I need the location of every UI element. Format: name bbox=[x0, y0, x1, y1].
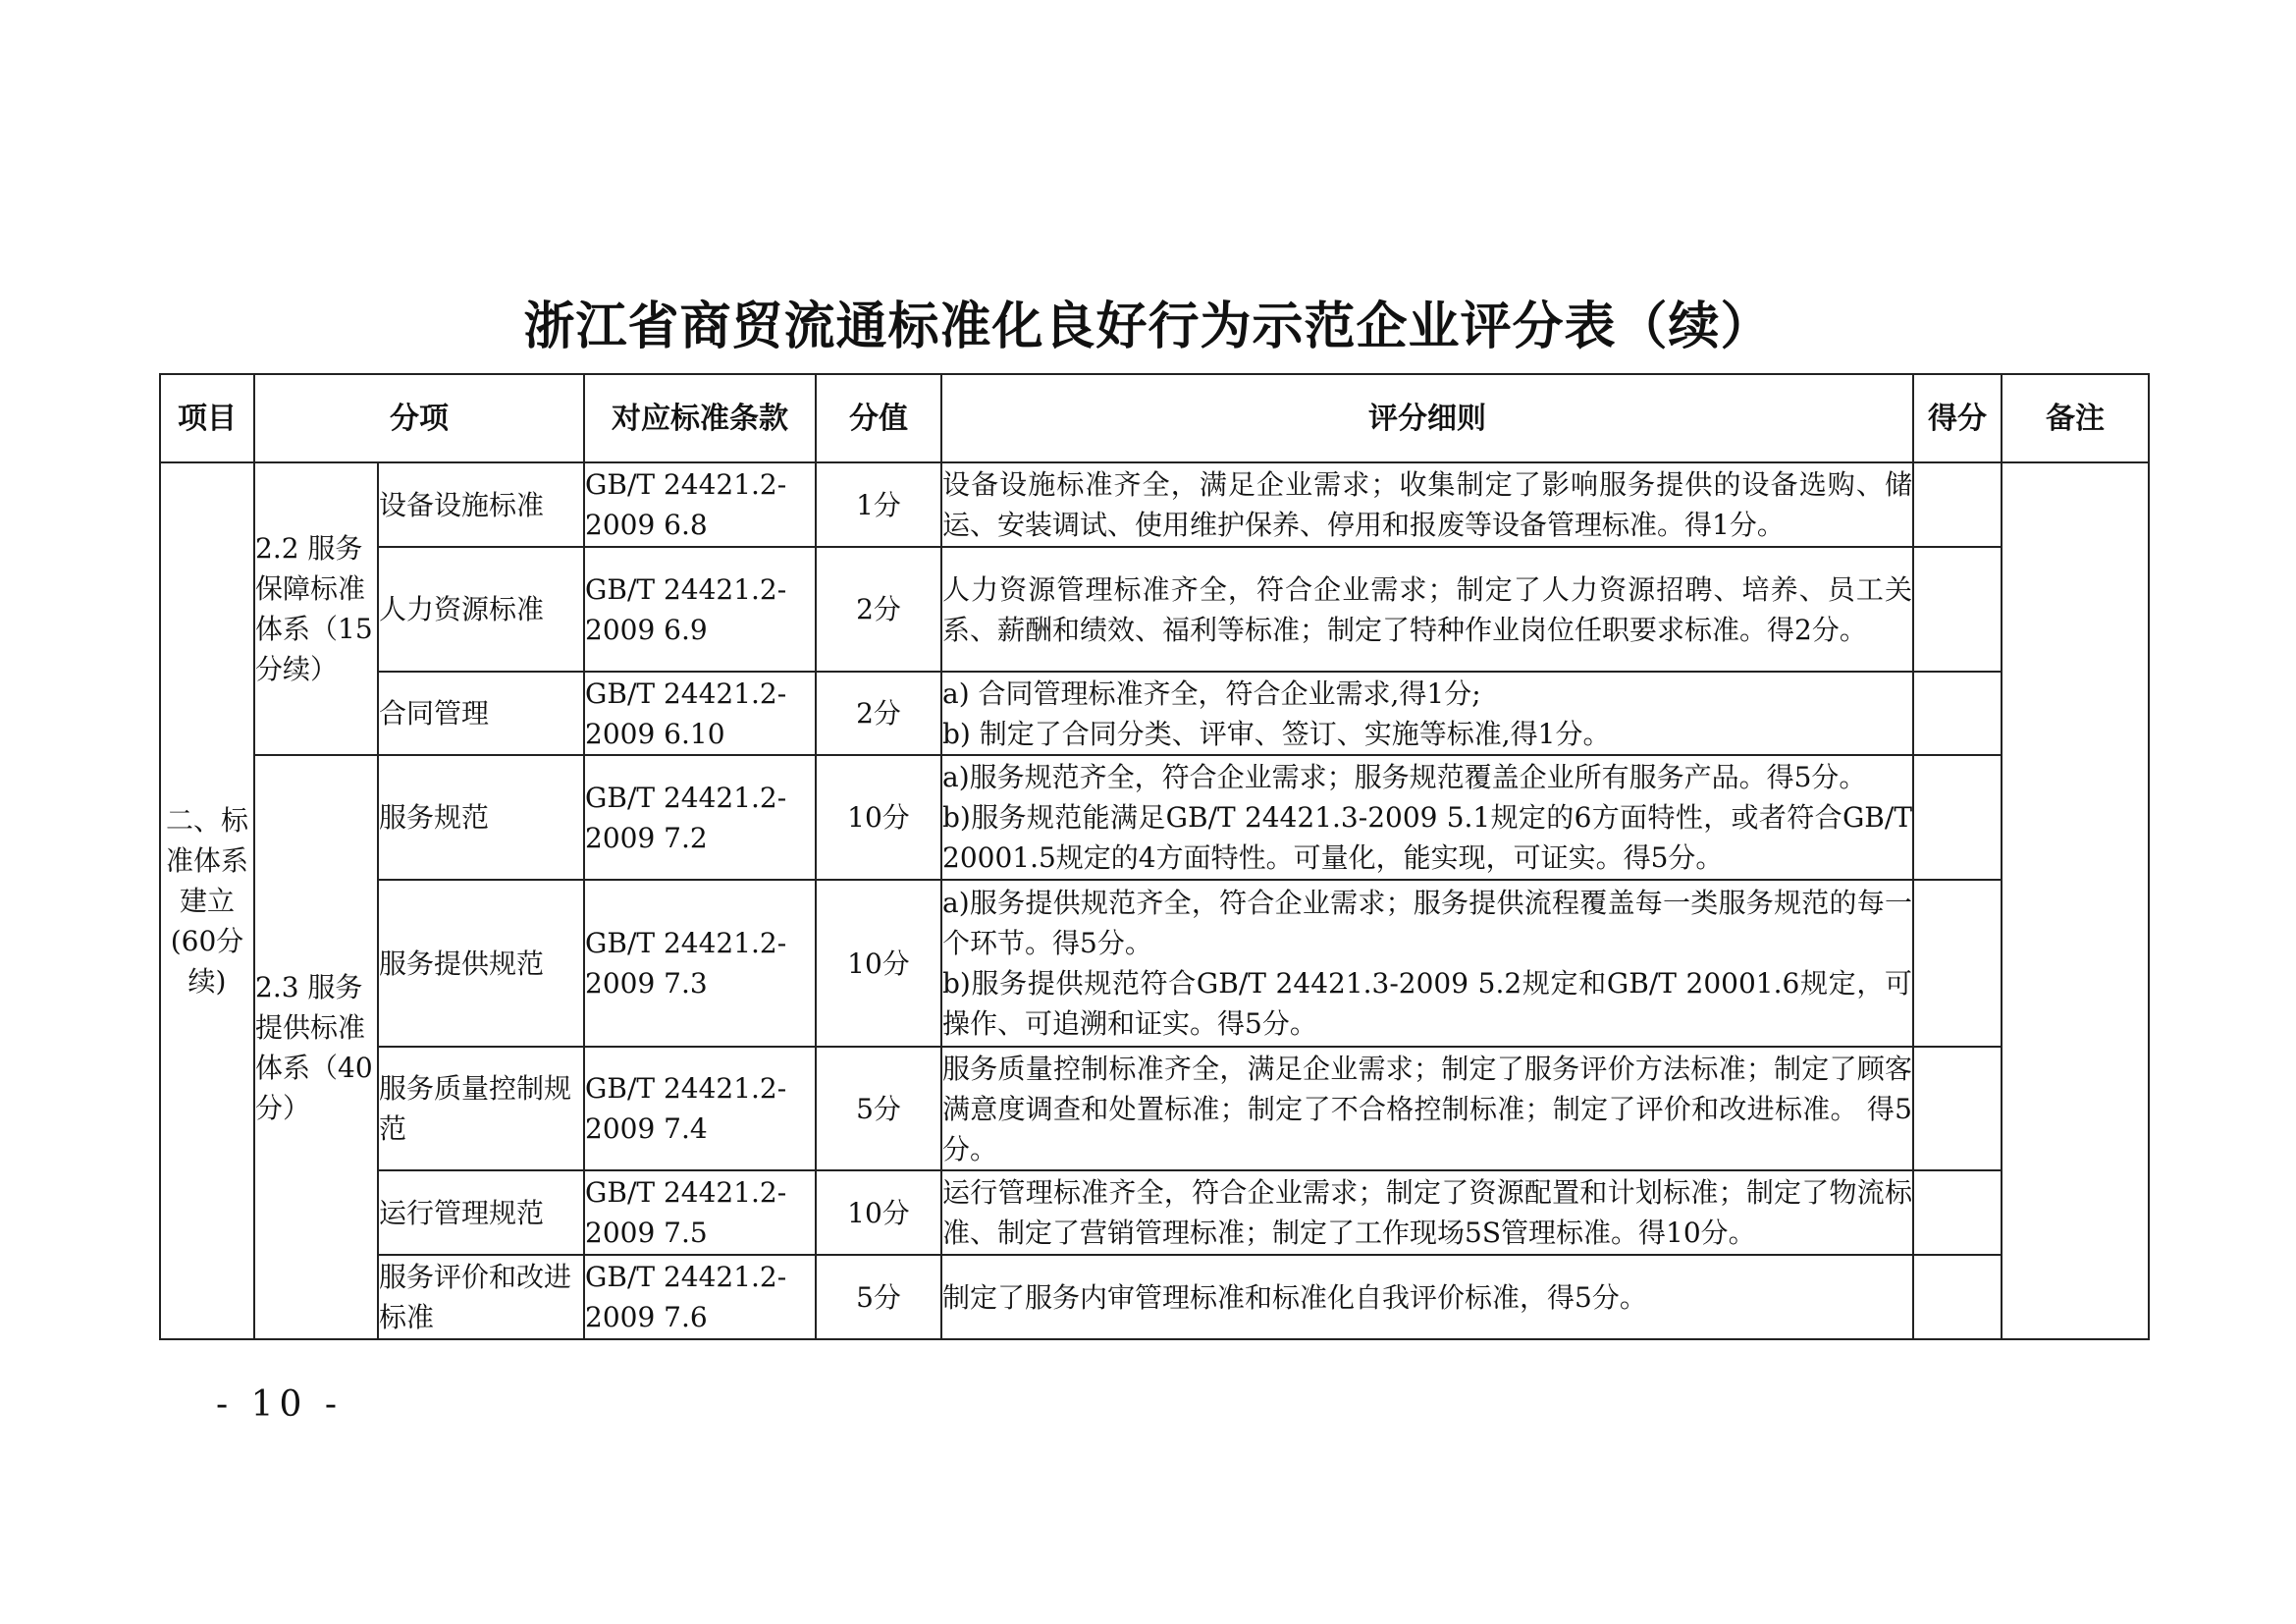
obtained-cell[interactable] bbox=[1913, 462, 2002, 547]
obtained-cell[interactable] bbox=[1913, 1170, 2002, 1255]
page-title: 浙江省商贸流通标准化良好行为示范企业评分表（续） bbox=[523, 298, 1773, 356]
detail-line-a: a)服务提供规范齐全，符合企业需求；服务提供流程覆盖每一类服务规范的每一个环节。得5分。 bbox=[942, 887, 1912, 959]
table-row bbox=[160, 547, 2149, 672]
detail-line-b: b)服务提供规范符合GB/T 24421.3-2009 5.2规定和GB/T 20001.6规定，可操作、可追溯和证实。得5分。 bbox=[942, 967, 1912, 1040]
obtained-cell[interactable] bbox=[1913, 755, 2002, 880]
detail-cell: 设备设施标准齐全，满足企业需求；收集制定了影响服务提供的设备选购、储运、安装调试、使用维护保养、停用和报废等设备管理标准。得1分。 bbox=[941, 462, 1913, 547]
subitem-cell: 服务评价和改进标准 bbox=[378, 1255, 584, 1339]
detail-cell: 人力资源管理标准齐全，符合企业需求；制定了人力资源招聘、培养、员工关系、薪酬和绩效、福利等标准；制定了特种作业岗位任职要求标准。得2分。 bbox=[941, 547, 1913, 672]
subitem-cell: 合同管理 bbox=[378, 672, 584, 755]
score-cell: 1分 bbox=[816, 462, 941, 547]
score-cell: 10分 bbox=[816, 1170, 941, 1255]
detail-cell: 制定了服务内审管理标准和标准化自我评价标准，得5分。 bbox=[941, 1255, 1913, 1339]
table-header-row bbox=[160, 374, 2149, 462]
table-row bbox=[160, 672, 2149, 755]
header-subitem: 分项 bbox=[254, 374, 584, 462]
score-cell: 5分 bbox=[816, 1047, 941, 1170]
group-cell: 2.2 服务保障标准体系（15分续） bbox=[254, 462, 378, 755]
table-row bbox=[160, 880, 2149, 1047]
subitem-cell: 人力资源标准 bbox=[378, 547, 584, 672]
standard-cell: GB/T 24421.2-2009 7.5 bbox=[584, 1170, 816, 1255]
detail-line-b: b)服务规范能满足GB/T 24421.3-2009 5.1规定的6方面特性，或者符合GB/T 20001.5规定的4方面特性。可量化，能实现，可证实。得5分。 bbox=[942, 801, 1912, 874]
obtained-cell[interactable] bbox=[1913, 1047, 2002, 1170]
page-number: - 10 - bbox=[216, 1384, 344, 1425]
header-item: 项目 bbox=[160, 374, 254, 462]
subitem-cell: 服务质量控制规范 bbox=[378, 1047, 584, 1170]
scoring-table bbox=[159, 373, 2150, 1340]
table-row bbox=[160, 1170, 2149, 1255]
remark-cell[interactable] bbox=[2002, 462, 2149, 1339]
score-cell: 10分 bbox=[816, 880, 941, 1047]
standard-cell: GB/T 24421.2-2009 7.4 bbox=[584, 1047, 816, 1170]
standard-cell: GB/T 24421.2-2009 7.2 bbox=[584, 755, 816, 880]
score-cell: 10分 bbox=[816, 755, 941, 880]
standard-cell: GB/T 24421.2-2009 6.9 bbox=[584, 547, 816, 672]
group-cell: 2.3 服务提供标准体系（40分） bbox=[254, 755, 378, 1339]
detail-cell: 运行管理标准齐全，符合企业需求；制定了资源配置和计划标准；制定了物流标准、制定了营销管理标准；制定了工作现场5S管理标准。得10分。 bbox=[941, 1170, 1913, 1255]
subitem-cell: 服务规范 bbox=[378, 755, 584, 880]
detail-line-a: a)服务规范齐全，符合企业需求；服务规范覆盖企业所有服务产品。得5分。 bbox=[942, 761, 1867, 793]
detail-line-b: b) 制定了合同分类、评审、签订、实施等标准,得1分。 bbox=[942, 717, 1611, 750]
detail-cell bbox=[941, 755, 1913, 880]
obtained-cell[interactable] bbox=[1913, 547, 2002, 672]
table-row bbox=[160, 1047, 2149, 1170]
header-obtained: 得分 bbox=[1913, 374, 2002, 462]
obtained-cell[interactable] bbox=[1913, 1255, 2002, 1339]
table-row bbox=[160, 462, 2149, 547]
standard-cell: GB/T 24421.2-2009 7.3 bbox=[584, 880, 816, 1047]
subitem-cell: 设备设施标准 bbox=[378, 462, 584, 547]
standard-cell: GB/T 24421.2-2009 6.10 bbox=[584, 672, 816, 755]
standard-cell: GB/T 24421.2-2009 7.6 bbox=[584, 1255, 816, 1339]
header-score: 分值 bbox=[816, 374, 941, 462]
detail-cell bbox=[941, 672, 1913, 755]
standard-cell: GB/T 24421.2-2009 6.8 bbox=[584, 462, 816, 547]
detail-cell: 服务质量控制标准齐全，满足企业需求；制定了服务评价方法标准；制定了顾客满意度调查和处置标准；制定了不合格控制标准；制定了评价和改进标准。 得5分。 bbox=[941, 1047, 1913, 1170]
detail-line-a: a) 合同管理标准齐全，符合企业需求,得1分; bbox=[942, 677, 1481, 710]
header-remark: 备注 bbox=[2002, 374, 2149, 462]
obtained-cell[interactable] bbox=[1913, 880, 2002, 1047]
table-row bbox=[160, 755, 2149, 880]
header-detail: 评分细则 bbox=[941, 374, 1913, 462]
score-cell: 2分 bbox=[816, 672, 941, 755]
subitem-cell: 运行管理规范 bbox=[378, 1170, 584, 1255]
category-cell: 二、标准体系建立(60分续) bbox=[160, 462, 254, 1339]
header-standard: 对应标准条款 bbox=[584, 374, 816, 462]
score-cell: 2分 bbox=[816, 547, 941, 672]
detail-cell bbox=[941, 880, 1913, 1047]
score-cell: 5分 bbox=[816, 1255, 941, 1339]
subitem-cell: 服务提供规范 bbox=[378, 880, 584, 1047]
obtained-cell[interactable] bbox=[1913, 672, 2002, 755]
table-row bbox=[160, 1255, 2149, 1339]
